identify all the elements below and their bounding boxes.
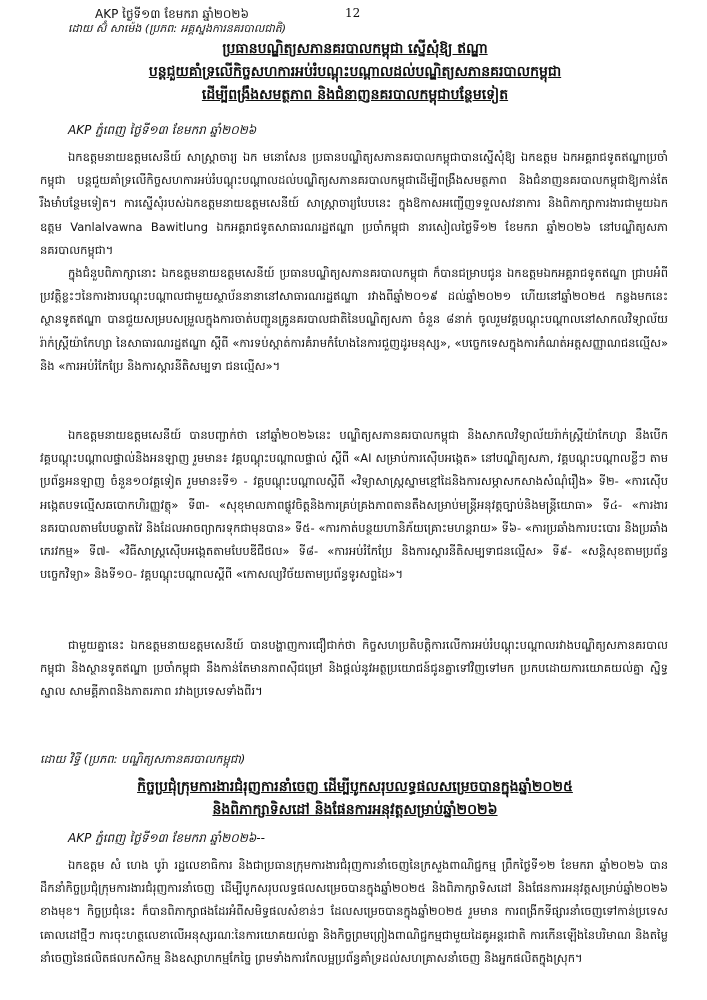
article1-headline-line: បន្តជួយគាំទ្រលើកិច្ចសហការអប់រំបណ្តុះបណ្តាលដល់បណ្ឌិត្យសភានគរបាលកម្ពុជា bbox=[148, 64, 562, 80]
article2-dateline: AKP ភ្នំពេញ ថ្ងៃទី១៣ ខែមករា ឆ្នាំ២០២៦-- bbox=[68, 831, 265, 845]
article2-headline-line: កិច្ចប្រជុំក្រុមការងារជំរុញការនាំចេញ ដើម្បីបូកសរុបលទ្ធផលសម្រេចបានក្នុងឆ្នាំ២០២៥ bbox=[137, 779, 573, 795]
article1-paragraph: ក្នុងជំនួបពិភាក្សានោះ ឯកឧត្តមនាយឧត្តមសេនីយ៍ ប្រធានបណ្ឌិត្យសភានគរបាលកម្ពុជា ក៏បានជម្រាបជូន ឯកឧត្តមឯកអគ្គរាជទូតឥណ្ឌា ជ្រាបអំពីប្រវត្តិខ្លះៗនៃការងារបណ្តុះបណ្តាលជាមួយស្ថាប័ននានានៅសាធារណរដ្ឋឥណ្ឌា រវាងពីឆ្នាំ២០១៩ ដល់ឆ្នាំ២០២១ ហើយនៅឆ្នាំ២០២៥ កន្លងមកនេះ ស្ថានទូតឥណ្ឌា បានជួយសម្របសម្រួលក្នុងការចាត់បញ្ជូនគ្រូនគរបាលជាតិនៃបណ្ឌិត្យសភា ចំនួន ៨នាក់ ចូលរួមវគ្គបណ្តុះបណ្តាលនៅសាកលវិទ្យាល័យរ៉ាក់ស្រ្តីយ៉ាកែហ្សា នៃសាធារណរដ្ឋឥណ្ឌា ស្តីពី «ការទប់ស្កាត់ការគំរាមកំហែងនៃការជួញដូរមនុស្ស», «បច្ចេកទេសក្នុងការកំណត់អត្តសញ្ញាណជនល្មើស» និង «ការអប់រំកែប្រែ និងការស្តារនីតិសម្បទា ជនល្មើស»។ bbox=[40, 266, 668, 373]
article1-dateline: AKP ភ្នំពេញ ថ្ងៃទី១៣ ខែមករា ឆ្នាំ២០២៦ bbox=[68, 123, 257, 137]
article1-paragraph: ជាមួយគ្នានេះ ឯកឧត្តមនាយឧត្តមសេនីយ៍ បានបង្ហាញការជឿជាក់ថា កិច្ចសហប្រតិបត្តិការលើការអប់រំបណ្តុះបណ្តាលរវាងបណ្ឌិត្យសភានគរបាលកម្ពុជា និងស្ថានទូតឥណ្ឌា ប្រចាំកម្ពុជា នឹងកាន់តែមានភាពស៊ីជម្រៅ និងផ្តល់នូវអត្ថប្រយោជន៍ជូនគ្នាទៅវិញទៅមក ប្រកបដោយការយោគយល់គ្នា ស្និទ្ធស្នាល សាមគ្គីភាពនិងភាតរភាព រវាងប្រទេសទាំងពីរ។ bbox=[40, 638, 668, 699]
article2-headline-line: និងពិភាក្សាទិសដៅ និងផែនការអនុវត្តសម្រាប់ឆ្នាំ២០២៦ bbox=[212, 802, 498, 818]
article1-byline: ដោយ ស៊ំ សាម៉េង (ប្រភព: អគ្គស្នងការនគរបាលជាតិ) bbox=[68, 22, 287, 35]
article1-closing-byline: ដោយ វិទ្ធី (ប្រភព: បណ្ឌិត្យសភានគរបាលកម្ពុជា) bbox=[40, 752, 246, 766]
article2-paragraph: ឯកឧត្តម សំ ហេង បូរ៉ា រដ្ឋលេខាធិការ និងជាប្រធានក្រុមការងារជំរុញការនាំចេញនៃក្រសួងពាណិជ្ជកម្ម ព្រឹកថ្ងៃទី១២ ខែមករា ឆ្នាំ២០២៦ បានដឹកនាំកិច្ចប្រជុំក្រុមការងារជំរុញការនាំចេញ ដើម្បីបូកសរុបលទ្ធផលសម្រេចបានក្នុងឆ្នាំ២០២៥ និងពិភាក្សាទិសដៅ និងផែនការអនុវត្តសម្រាប់ឆ្នាំ២០២៦ ខាងមុខ។ កិច្ចប្រជុំនេះ ក៏បានពិភាក្សាផងដែរអំពីសមិទ្ធផលសំខាន់ៗ ដែលសម្រេចបានក្នុងឆ្នាំ២០២៥ រួមមាន ការពង្រីកទីផ្សារនាំចេញទៅកាន់ប្រទេសគោលដៅថ្មីៗ ការចុះហត្ថលេខាលើអនុស្សរណៈនៃការយោគយល់គ្នា និងកិច្ចព្រមព្រៀងពាណិជ្ជកម្មជាមួយដៃគូអន្តរជាតិ ការកើនឡើងនៃបរិមាណ និងតម្លៃនាំចេញនៃផលិតផលកសិកម្ម និងឧស្សាហកម្មកែច្នៃ ព្រមទាំងការកែលម្អប្រព័ន្ធគាំទ្រដល់សហគ្រាសនាំចេញ និងអ្នកផលិតក្នុងស្រុក។ bbox=[40, 858, 668, 965]
article1-paragraph: ឯកឧត្តមនាយឧត្តមសេនីយ៍ បានបញ្ជាក់ថា នៅឆ្នាំ២០២៦នេះ បណ្ឌិត្យសភានគរបាលកម្ពុជា និងសាកលវិទ្យាល័យរ៉ាក់ស្រ្តីយ៉ាកែហ្សា នឹងបើកវគ្គបណ្តុះបណ្តាលផ្ទាល់និងអនឡាញ រួមមាន៖ វគ្គបណ្តុះបណ្តាលផ្ទាល់ ស្តីពី «AI សម្រាប់ការស៊ើបអង្កេត» នៅបណ្ឌិត្យសភា, វគ្គបណ្តុះបណ្តាលខ្លីៗ តាមប្រព័ន្ធអនឡាញ ចំនួន១០វគ្គទៀត រួមមាន៖ទី១ - វគ្គបណ្តុះបណ្តាលស្តីពី «វិទ្យាសាស្ត្រស្នាមខ្មៅដៃនិងការសម្ភាសកសាងសំណុំរឿង» ទី២- «ការស៊ើបអង្កេតបទល្មើសឆបោកហិរញ្ញវត្ថុ» ទី៣- «សុខុមាលភាពផ្លូវចិត្តនិងការគ្រប់គ្រងភាពតានតឹងសម្រាប់មន្ត្រីអនុវត្តច្បាប់និងមន្ត្រីយោធា» ទី៤- «ការងារនគរបាលតាមបែបឆ្លាតវៃ និងដែលអាចព្យាករទុកជាមុនបាន» ទី៥- «ការកាត់បន្ថយហានិភ័យគ្រោះមហន្តរាយ» ទី៦- «ការប្រឆាំងការបះបោរ និងប្រឆាំងភេរវកម្ម» ទី៧- «វិធីសាស្ត្រស៊ើបអង្កេតតាមបែបឌីជីថល» ទី៨- «ការអប់រំកែប្រែ និងការស្តារនីតិសម្បទាជនល្មើស» ទី៩- «សន្តិសុខតាមប្រព័ន្ធបច្ចេកវិទ្យា» និងទី១០- វគ្គបណ្តុះបណ្តាលស្តីពី «កោសល្យវិច័យតាមប្រព័ន្ធទូរសព្ទដៃ»។ bbox=[40, 428, 668, 582]
page-number: 12 bbox=[345, 6, 361, 20]
article1-headline-line: ដើម្បីពង្រឹងសមត្ថភាព និងជំនាញនគរបាលកម្ពុជាបន្ថែមទៀត bbox=[201, 87, 509, 103]
article2-headline bbox=[60, 776, 650, 822]
article1-headline-line: ប្រធានបណ្ឌិត្យសភានគរបាលកម្ពុជា ស្នើសុំឱ្យ ឥណ្ឌា bbox=[222, 41, 488, 57]
article1-headline bbox=[60, 38, 650, 107]
article1-paragraph: ឯកឧត្តមនាយឧត្តមសេនីយ៍ សាស្ត្រាចារ្យ ឯក មនោសែន ប្រធានបណ្ឌិត្យសភានគរបាលកម្ពុជាបានស្នើសុំឱ្យ ឯកឧត្តម ឯកអគ្គរាជទូតឥណ្ឌាប្រចាំកម្ពុជា បន្តជួយគាំទ្រលើកិច្ចសហការអប់រំបណ្តុះបណ្តាលដល់បណ្ឌិត្យសភានគរបាលកម្ពុជាដើម្បីពង្រឹងសមត្ថភាព និងជំនាញនគរបាលកម្ពុជាឱ្យកាន់តែរឹងមាំបន្ថែមទៀត។ ការស្នើសុំរបស់ឯកឧត្តមនាយឧត្តមសេនីយ៍ សាស្ត្រាចារ្យបែបនេះ ក្នុងឱកាសអញ្ជើញទទួលសវនាការ និងពិភាក្សាការងារជាមួយឯកឧត្តម Vanlalvawna Bawitlung ឯកអគ្គរាជទូតសាធារណរដ្ឋឥណ្ឌា ប្រចាំកម្ពុជា នារសៀលថ្ងៃទី១២ ខែមករា ឆ្នាំ២០២៦ នៅបណ្ឌិត្យសភានគរបាលកម្ពុជា។ bbox=[40, 150, 668, 257]
header-date: AKP ថ្ងៃទី១៣ ខែមករា ឆ្នាំ២០២៦ bbox=[95, 7, 249, 21]
